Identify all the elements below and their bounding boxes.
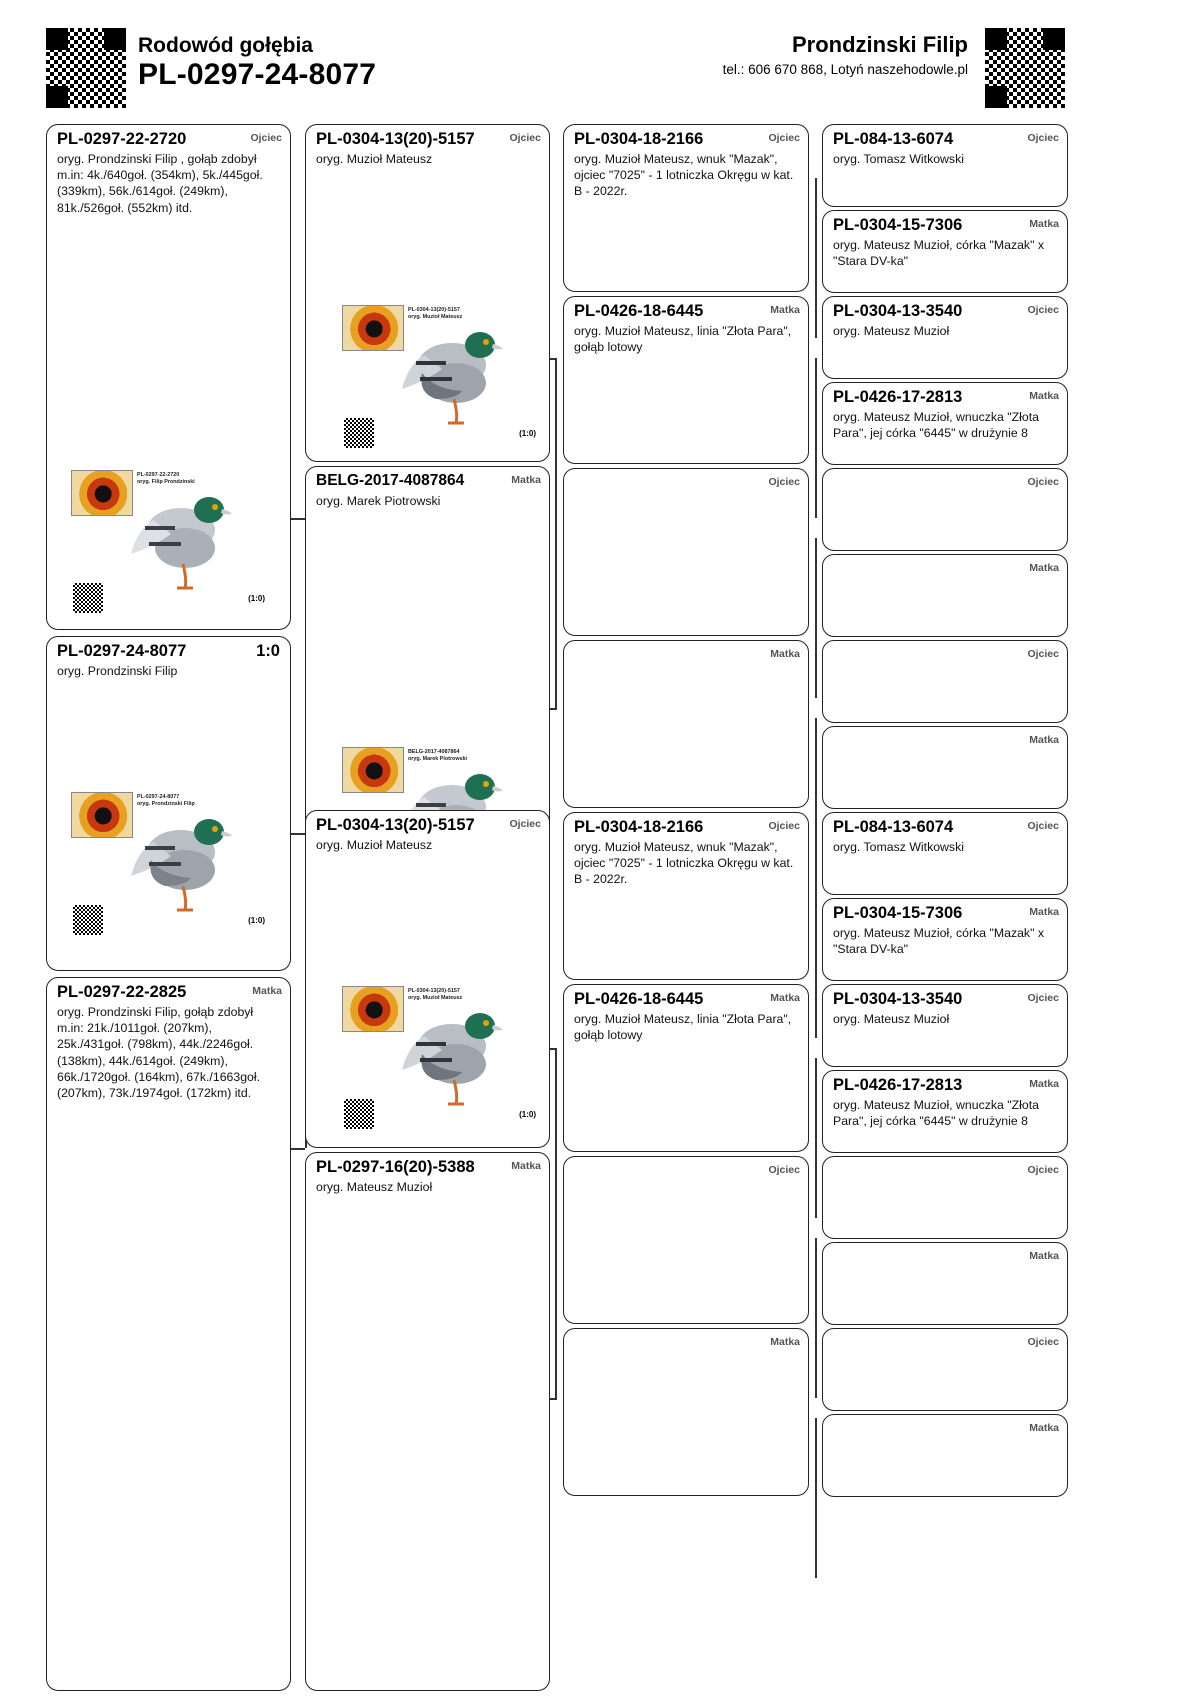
gen4-ring-4: PL-0426-17-2813 xyxy=(833,388,963,406)
gen4-desc-11: oryg. Mateusz Muzioł xyxy=(833,1012,950,1026)
photo-caption: PL-0304-13(20)-5157 oryg. Muzioł Mateusz xyxy=(408,307,463,321)
qr-code-icon-small xyxy=(73,905,103,935)
gen4-sex-10: Matka xyxy=(1029,906,1059,918)
gen3-card-4[interactable] xyxy=(563,640,809,808)
gen1-mother-card[interactable] xyxy=(46,977,291,1691)
gen4-card-15[interactable] xyxy=(822,1328,1068,1411)
gen3-card-7[interactable] xyxy=(563,1156,809,1324)
connector xyxy=(815,1058,817,1218)
gen4-ring-1: PL-084-13-6074 xyxy=(833,130,954,148)
qr-code-icon-small xyxy=(344,418,374,448)
gen2-desc-2: oryg. Marek Piotrowski xyxy=(316,494,441,508)
bird-photo xyxy=(123,478,235,596)
gen1-father-ring: PL-0297-22-2720 xyxy=(57,130,187,148)
gen4-desc-12: oryg. Mateusz Muzioł, wnuczka "Złota Para", jej córka "6445" w drużynie 8 xyxy=(833,1098,1039,1129)
gen4-desc-2: oryg. Mateusz Muzioł, córka "Mazak" x "Stara DV-ka" xyxy=(833,238,1045,269)
gen2-sex-3: Ojciec xyxy=(509,818,541,830)
gen4-card-6[interactable] xyxy=(822,554,1068,637)
gen4-card-2[interactable] xyxy=(822,210,1068,293)
photo-caption: PL-0297-24-8077 oryg. Prondzinski Filip xyxy=(137,794,195,808)
gen1-mother-desc: oryg. Prondzinski Filip, gołąb zdobył m.in: 21k./1011goł. (207km), 25k./431goł. (798km), 44k./2246goł. (138km), 44k./614goł. (249km), 66k./1720goł. (164km), 67k./1663goł. (207km), 73k./1974goł. (172km) itd. xyxy=(57,1005,261,1101)
gen1-father-desc: oryg. Prondzinski Filip , gołąb zdobył m.in: 4k./640goł. (354km), 5k./445goł. (339km), 56k./614goł. (249km), 81k./526goł. (552km) itd. xyxy=(57,152,263,215)
gen4-sex-15: Ojciec xyxy=(1027,1336,1059,1348)
connector xyxy=(815,538,817,698)
gen4-sex-1: Ojciec xyxy=(1027,132,1059,144)
gen2-sex-4: Matka xyxy=(511,1160,541,1172)
gen1-father-card[interactable] xyxy=(46,124,291,630)
gen4-card-14[interactable] xyxy=(822,1242,1068,1325)
gen3-sex-1: Ojciec xyxy=(768,132,800,144)
gen4-desc-9: oryg. Tomasz Witkowski xyxy=(833,840,964,854)
gen4-ring-2: PL-0304-15-7306 xyxy=(833,216,963,234)
qr-code-icon-small xyxy=(344,1099,374,1129)
gen3-sex-4: Matka xyxy=(770,648,800,660)
gen4-sex-14: Matka xyxy=(1029,1250,1059,1262)
connector xyxy=(291,833,305,835)
gen4-desc-1: oryg. Tomasz Witkowski xyxy=(833,152,964,166)
gen4-ring-3: PL-0304-13-3540 xyxy=(833,302,963,320)
gen3-sex-3: Ojciec xyxy=(768,476,800,488)
gen3-sex-2: Matka xyxy=(770,304,800,316)
connector xyxy=(291,1148,305,1150)
gen3-desc-1: oryg. Muzioł Mateusz, wnuk "Mazak", ojciec "7025" - 1 lotniczka Okręgu w kat. B - 2022r. xyxy=(574,152,794,199)
photo-caption: BELG-2017-4087864 oryg. Marek Piotrowski xyxy=(408,749,468,763)
bird-photo xyxy=(394,994,506,1112)
gen2-desc-3: oryg. Muzioł Mateusz xyxy=(316,838,433,852)
subject-result: 1:0 xyxy=(256,642,280,660)
gen4-sex-4: Matka xyxy=(1029,390,1059,402)
connector xyxy=(555,1048,557,1398)
gen3-sex-8: Matka xyxy=(770,1336,800,1348)
connector xyxy=(815,1238,817,1398)
gen4-card-5[interactable] xyxy=(822,468,1068,551)
gen3-sex-5: Ojciec xyxy=(768,820,800,832)
connector xyxy=(815,358,817,518)
subject-ring: PL-0297-24-8077 xyxy=(57,642,187,660)
gen4-sex-3: Ojciec xyxy=(1027,304,1059,316)
gen2-desc-4: oryg. Mateusz Muzioł xyxy=(316,1180,433,1194)
gen3-sex-7: Ojciec xyxy=(768,1164,800,1176)
page-title: Rodowód gołębia xyxy=(138,34,313,57)
gen2-ring-4: PL-0297-16(20)-5388 xyxy=(316,1158,475,1176)
connector xyxy=(815,1418,817,1578)
gen4-sex-13: Ojciec xyxy=(1027,1164,1059,1176)
pigeon-photo xyxy=(342,986,542,1131)
photo-caption: PL-0297-22-2720 oryg. Filip Prondzinski xyxy=(137,472,195,486)
gen3-card-6[interactable] xyxy=(563,984,809,1152)
photo-ratio: (1:0) xyxy=(248,594,265,603)
gen4-sex-11: Ojciec xyxy=(1027,992,1059,1004)
gen4-sex-6: Matka xyxy=(1029,562,1059,574)
gen1-father-sex: Ojciec xyxy=(250,132,282,144)
gen4-desc-10: oryg. Mateusz Muzioł, córka "Mazak" x "Stara DV-ka" xyxy=(833,926,1045,957)
pigeon-photo xyxy=(71,470,271,615)
gen3-desc-5: oryg. Muzioł Mateusz, wnuk "Mazak", ojciec "7025" - 1 lotniczka Okręgu w kat. B - 2022r. xyxy=(574,840,794,887)
qr-code-icon-small xyxy=(73,583,103,613)
connector xyxy=(815,878,817,1038)
gen3-card-3[interactable] xyxy=(563,468,809,636)
gen2-ring-1: PL-0304-13(20)-5157 xyxy=(316,130,475,148)
gen4-card-10[interactable] xyxy=(822,898,1068,981)
gen2-card-3[interactable] xyxy=(305,810,550,1148)
connector xyxy=(291,518,305,520)
gen3-card-5[interactable] xyxy=(563,812,809,980)
gen2-desc-1: oryg. Muzioł Mateusz xyxy=(316,152,433,166)
gen4-ring-11: PL-0304-13-3540 xyxy=(833,990,963,1008)
gen4-sex-2: Matka xyxy=(1029,218,1059,230)
bird-photo xyxy=(123,800,235,918)
gen4-sex-12: Matka xyxy=(1029,1078,1059,1090)
gen4-sex-5: Ojciec xyxy=(1027,476,1059,488)
gen4-card-4[interactable] xyxy=(822,382,1068,465)
gen3-sex-6: Matka xyxy=(770,992,800,1004)
gen3-ring-6: PL-0426-18-6445 xyxy=(574,990,704,1008)
gen2-card-1[interactable] xyxy=(305,124,550,462)
subject-desc: oryg. Prondzinski Filip xyxy=(57,664,178,678)
gen4-ring-10: PL-0304-15-7306 xyxy=(833,904,963,922)
page-header xyxy=(0,0,1200,118)
gen3-card-1[interactable] xyxy=(563,124,809,292)
gen2-sex-1: Ojciec xyxy=(509,132,541,144)
gen4-card-16[interactable] xyxy=(822,1414,1068,1497)
gen4-ring-12: PL-0426-17-2813 xyxy=(833,1076,963,1094)
gen3-desc-6: oryg. Muzioł Mateusz, linia "Złota Para", gołąb lotowy xyxy=(574,1012,792,1043)
subject-ring-number: PL-0297-24-8077 xyxy=(138,58,377,91)
photo-ratio: (1:0) xyxy=(519,1110,536,1119)
qr-code-icon-right xyxy=(985,28,1065,108)
pigeon-photo xyxy=(71,792,271,937)
gen3-desc-2: oryg. Muzioł Mateusz, linia "Złota Para", gołąb lotowy xyxy=(574,324,792,355)
gen4-sex-7: Ojciec xyxy=(1027,648,1059,660)
pigeon-photo xyxy=(342,305,542,450)
gen4-card-13[interactable] xyxy=(822,1156,1068,1239)
owner-contact: tel.: 606 670 868, Lotyń naszehodowle.pl xyxy=(722,62,968,77)
connector xyxy=(555,358,557,708)
photo-caption: PL-0304-13(20)-5157 oryg. Muzioł Mateusz xyxy=(408,988,463,1002)
gen4-card-9[interactable] xyxy=(822,812,1068,895)
gen1-mother-sex: Matka xyxy=(252,985,282,997)
gen3-ring-2: PL-0426-18-6445 xyxy=(574,302,704,320)
gen3-ring-5: PL-0304-18-2166 xyxy=(574,818,704,836)
bird-photo xyxy=(394,313,506,431)
qr-code-icon-left xyxy=(46,28,126,108)
gen4-sex-8: Matka xyxy=(1029,734,1059,746)
photo-ratio: (1:0) xyxy=(248,916,265,925)
gen4-ring-9: PL-084-13-6074 xyxy=(833,818,954,836)
connector xyxy=(815,718,817,878)
gen4-card-12[interactable] xyxy=(822,1070,1068,1153)
gen3-ring-1: PL-0304-18-2166 xyxy=(574,130,704,148)
gen4-sex-9: Ojciec xyxy=(1027,820,1059,832)
gen2-card-4[interactable] xyxy=(305,1152,550,1691)
gen4-desc-4: oryg. Mateusz Muzioł, wnuczka "Złota Para", jej córka "6445" w drużynie 8 xyxy=(833,410,1039,441)
gen2-ring-2: BELG-2017-4087864 xyxy=(316,472,465,489)
connector xyxy=(815,178,817,338)
gen4-card-8[interactable] xyxy=(822,726,1068,809)
gen3-card-8[interactable] xyxy=(563,1328,809,1496)
pedigree-tree xyxy=(0,118,1200,1697)
gen2-sex-2: Matka xyxy=(511,474,541,486)
owner-name: Prondzinski Filip xyxy=(791,32,968,57)
gen1-mother-ring: PL-0297-22-2825 xyxy=(57,983,187,1001)
subject-card[interactable] xyxy=(46,636,291,971)
gen4-desc-3: oryg. Mateusz Muzioł xyxy=(833,324,950,338)
gen2-ring-3: PL-0304-13(20)-5157 xyxy=(316,816,475,834)
photo-ratio: (1:0) xyxy=(519,429,536,438)
gen4-card-3[interactable] xyxy=(822,296,1068,379)
gen4-card-7[interactable] xyxy=(822,640,1068,723)
gen3-card-2[interactable] xyxy=(563,296,809,464)
gen4-sex-16: Matka xyxy=(1029,1422,1059,1434)
gen4-card-11[interactable] xyxy=(822,984,1068,1067)
gen4-card-1[interactable] xyxy=(822,124,1068,207)
